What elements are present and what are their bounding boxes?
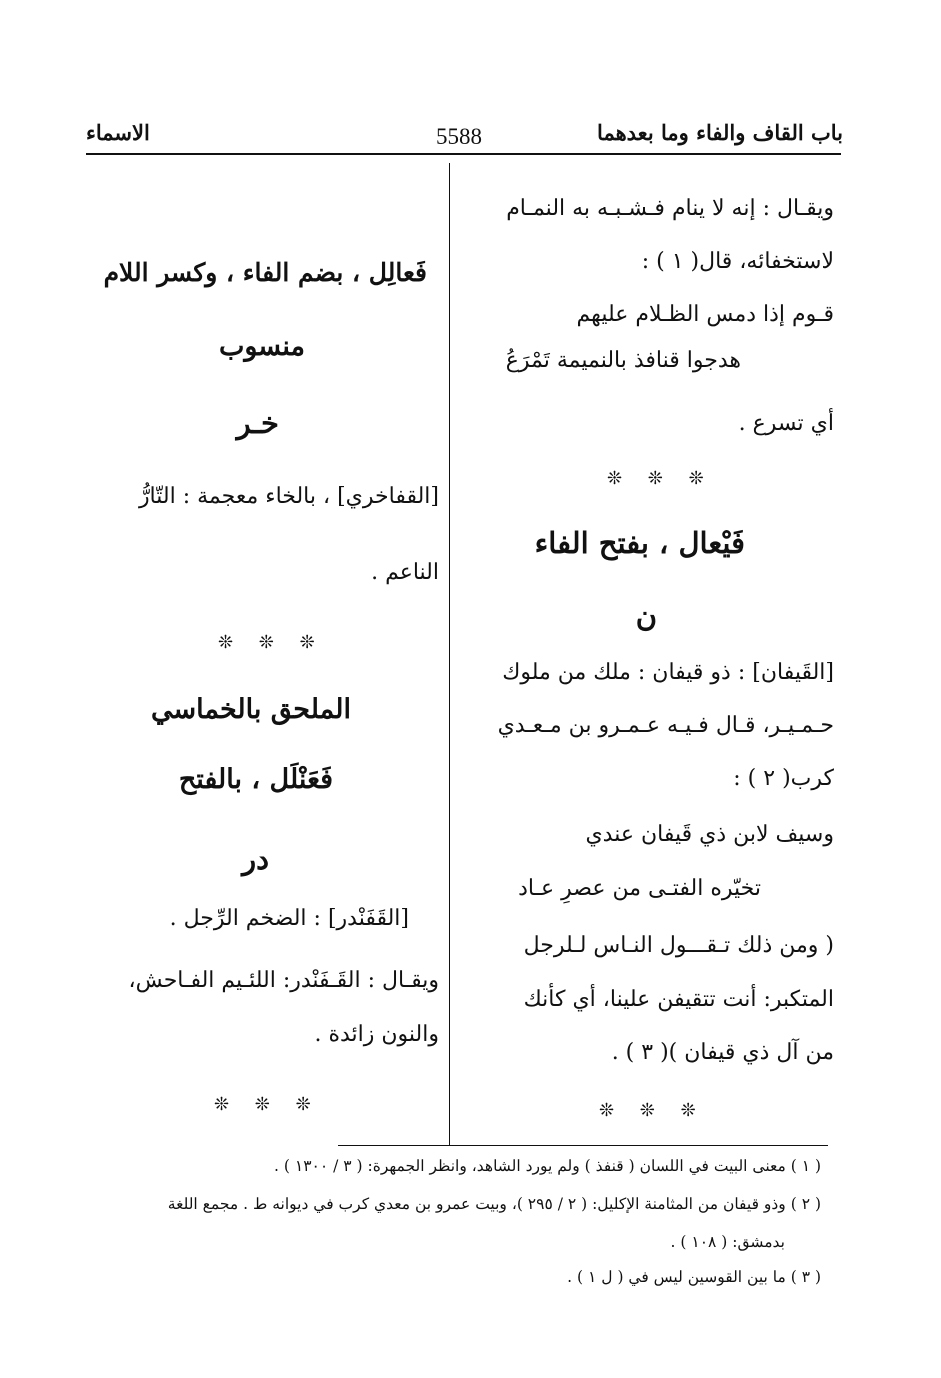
entry-line: [القَفَنْدر] : الضخم الرِّجل . bbox=[169, 906, 409, 931]
verse-line: قـوم إذا دمس الظـلام عليهم bbox=[576, 302, 834, 327]
text-line: حـمـيـر، قـال فـيـه عـمـرو بن مـعـدي bbox=[497, 713, 834, 738]
text-line: المتكبر: أنت تتقيفن علينا، أي كأنك bbox=[523, 987, 834, 1012]
section-separator: ❊ ❊ ❊ bbox=[218, 632, 325, 653]
section-heading: فَيْعال ، بفتح الفاء bbox=[534, 526, 745, 560]
running-header-category: الاسماء bbox=[86, 120, 150, 145]
text-line: أي تسرع . bbox=[738, 411, 834, 436]
text-line: لاستخفائه، قال( ١ ) : bbox=[641, 249, 834, 274]
footnote: ( ١ ) معنى البيت في اللسان ( قنفذ ) ولم يورد الشاهد، وانظر الجمهرة: ( ٣ / ١٣٠٠ ) . bbox=[274, 1157, 821, 1175]
footnote: ( ٣ ) ما بين القوسين ليس في ( ل ١ ) . bbox=[567, 1268, 821, 1286]
section-heading: الملحق بالخماسي bbox=[151, 694, 351, 725]
page-number: 5588 bbox=[436, 124, 482, 149]
text-line: ويقـال : إنه لا ينام فـشـبـه به النمـام bbox=[506, 196, 834, 221]
verse-line: وسيف لابن ذي قَيفان عندي bbox=[585, 822, 834, 847]
text-line: ويقـال : القَـفَنْدر: اللئـيم الفـاحش، bbox=[128, 968, 439, 993]
root-heading: در bbox=[242, 842, 269, 876]
section-subheading: فَعَنْلَل ، بالفتح bbox=[178, 764, 333, 795]
text-line: والنون زائدة . bbox=[314, 1022, 439, 1047]
entry-line: [القَيفان] : ذو قيفان : ملك من ملوك bbox=[502, 660, 834, 685]
section-separator: ❊ ❊ ❊ bbox=[607, 468, 714, 489]
column-divider bbox=[449, 163, 450, 1145]
verse-line: تخيّره الفتـى من عصرِ عـاد bbox=[518, 876, 761, 901]
text-line: ( ومن ذلك تـقـــول النـاس لـلرجل bbox=[523, 933, 834, 958]
footnote-continuation: بدمشق: ( ١٠٨ ) . bbox=[670, 1233, 785, 1251]
running-header-section: باب القاف والفاء وما بعدهما bbox=[597, 120, 843, 145]
entry-line: [القفاخري] ، بالخاء معجمة : التّارُّ bbox=[138, 484, 439, 509]
verse-line: هدجوا قنافذ بالنميمة تَمْرَعُ bbox=[505, 348, 741, 373]
text-line: من آل ذي قيفان )( ٣ ) . bbox=[611, 1040, 834, 1065]
section-separator: ❊ ❊ ❊ bbox=[599, 1100, 706, 1121]
section-subheading: منسوب bbox=[218, 331, 305, 362]
footnote-rule bbox=[338, 1145, 828, 1146]
text-line: الناعم . bbox=[371, 560, 439, 585]
root-heading: خـر bbox=[236, 406, 279, 440]
section-heading: فَعالِل ، بضم الفاء ، وكسر اللام bbox=[103, 258, 427, 287]
header-rule bbox=[86, 153, 841, 155]
footnote: ( ٢ ) وذو قيفان من المثامنة الإكليل: ( ٢ / ٢٩٥ )، وبيت عمرو بن معدي كرب في ديوانه ط . مجمع اللغة bbox=[167, 1195, 821, 1213]
text-line: كرب( ٢ ) : bbox=[733, 766, 834, 791]
root-heading: ن bbox=[635, 599, 657, 633]
section-separator: ❊ ❊ ❊ bbox=[214, 1094, 321, 1115]
